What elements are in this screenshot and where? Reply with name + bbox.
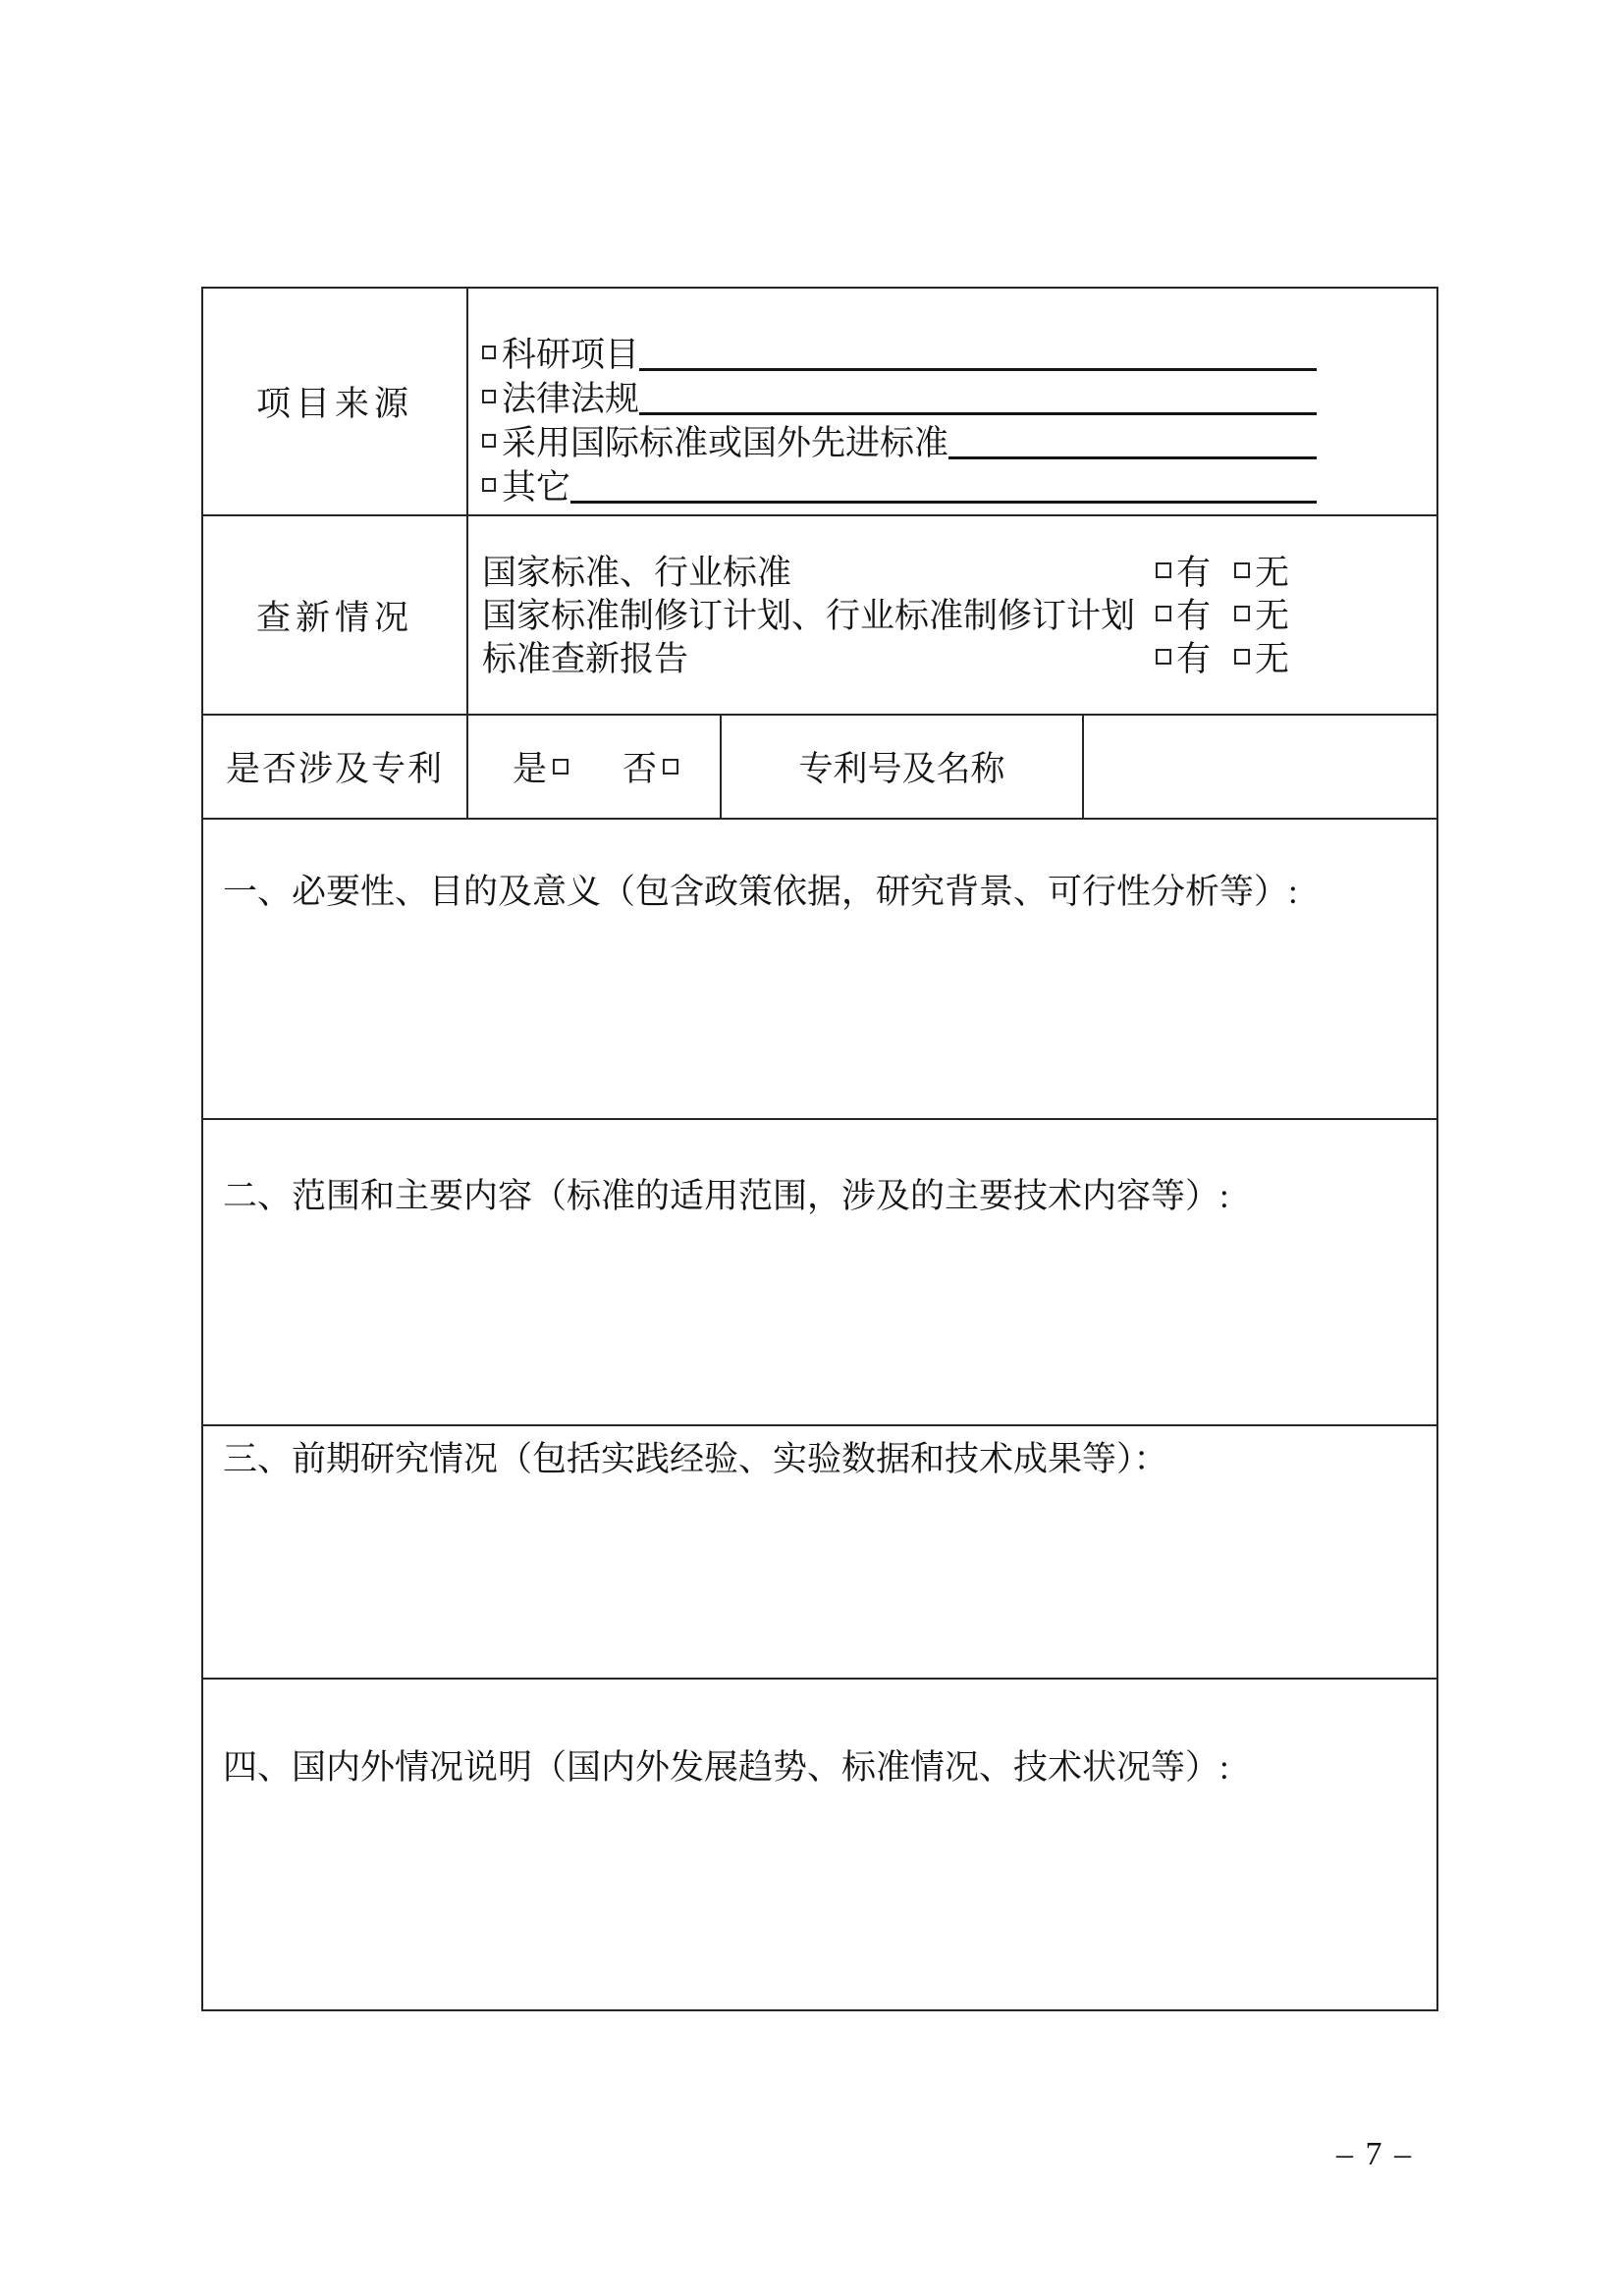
section-title: 二、范围和主要内容（标准的适用范围，涉及的主要技术内容等）:: [223, 1177, 1229, 1215]
option-label: 科研项目: [502, 335, 640, 374]
has-option: [1156, 546, 1211, 595]
patent-involved-label: 是否涉及专利: [203, 716, 468, 818]
has-label: 有: [1176, 597, 1212, 635]
novelty-search-label: 查新情况: [203, 516, 468, 714]
section-title: 一、必要性、目的及意义（包含政策依据，研究背景、可行性分析等）:: [223, 873, 1298, 911]
checkbox-icon: [482, 390, 496, 403]
novelty-item-revision-plans: [468, 592, 1436, 635]
none-label: 无: [1255, 554, 1290, 592]
fill-in-blank-line: [948, 456, 1317, 459]
checkbox-icon: [1234, 649, 1250, 665]
proposal-form-table: [201, 287, 1438, 2011]
has-label: 有: [1176, 554, 1212, 592]
section-title: 三、前期研究情况（包括实践经验、实验数据和技术成果等）：: [223, 1440, 1168, 1478]
checkbox-icon: [1234, 606, 1250, 621]
none-label: 无: [1255, 597, 1290, 635]
patent-yes-no-cell: [468, 716, 722, 818]
none-option: [1234, 589, 1289, 638]
novelty-item-label: 标准查新报告: [482, 640, 689, 678]
yes-label: 是: [513, 750, 548, 788]
has-none-group: [1156, 546, 1289, 595]
page-number: – 7 –: [1336, 2136, 1413, 2172]
option-label: 法律法规: [502, 379, 640, 418]
option-label: 采用国际标准或国外先进标准: [502, 423, 949, 462]
checkbox-icon: [1156, 562, 1171, 578]
fill-in-blank-line: [570, 501, 1317, 504]
novelty-search-items: [468, 516, 1436, 714]
novelty-item-standards: [468, 549, 1436, 592]
checkbox-icon: [663, 759, 678, 774]
has-label: 有: [1176, 640, 1212, 678]
project-source-label: 项目来源: [203, 289, 468, 514]
section-necessity-purpose: [203, 820, 1436, 1120]
option-other: [468, 462, 1317, 507]
checkbox-icon: [482, 346, 496, 359]
has-option: [1156, 632, 1211, 681]
project-source-row: [203, 289, 1436, 516]
none-label: 无: [1255, 640, 1290, 678]
no-label: 否: [623, 750, 658, 788]
fill-in-blank-line: [639, 368, 1317, 371]
section-scope-content: [203, 1120, 1436, 1426]
novelty-search-row: [203, 516, 1436, 716]
has-none-group: [1156, 589, 1289, 638]
novelty-item-label: 国家标准、行业标准: [482, 554, 792, 592]
checkbox-icon: [1234, 562, 1250, 578]
project-source-options: [468, 289, 1436, 514]
section-preliminary-research: [203, 1426, 1436, 1680]
checkbox-icon: [482, 434, 496, 448]
has-option: [1156, 589, 1211, 638]
checkbox-icon: [1156, 649, 1171, 665]
option-label: 其它: [502, 467, 571, 507]
section-title: 四、国内外情况说明（国内外发展趋势、标准情况、技术状况等）:: [223, 1748, 1229, 1787]
none-option: [1234, 546, 1289, 595]
checkbox-icon: [1156, 606, 1171, 621]
patent-row: [203, 716, 1436, 820]
option-research-project: [468, 330, 1317, 374]
has-none-group: [1156, 632, 1289, 681]
checkbox-icon: [482, 478, 496, 492]
novelty-item-search-report: [468, 635, 1436, 678]
patent-number-name-label: 专利号及名称: [722, 716, 1084, 818]
option-adopt-international-standard: [468, 418, 1317, 462]
patent-number-name-value-cell: [1084, 716, 1436, 818]
option-laws-regulations: [468, 374, 1317, 418]
none-option: [1234, 632, 1289, 681]
novelty-item-label: 国家标准制修订计划、行业标准制修订计划: [482, 597, 1136, 635]
section-domestic-foreign-situation: [203, 1680, 1436, 2009]
checkbox-icon: [553, 759, 568, 774]
